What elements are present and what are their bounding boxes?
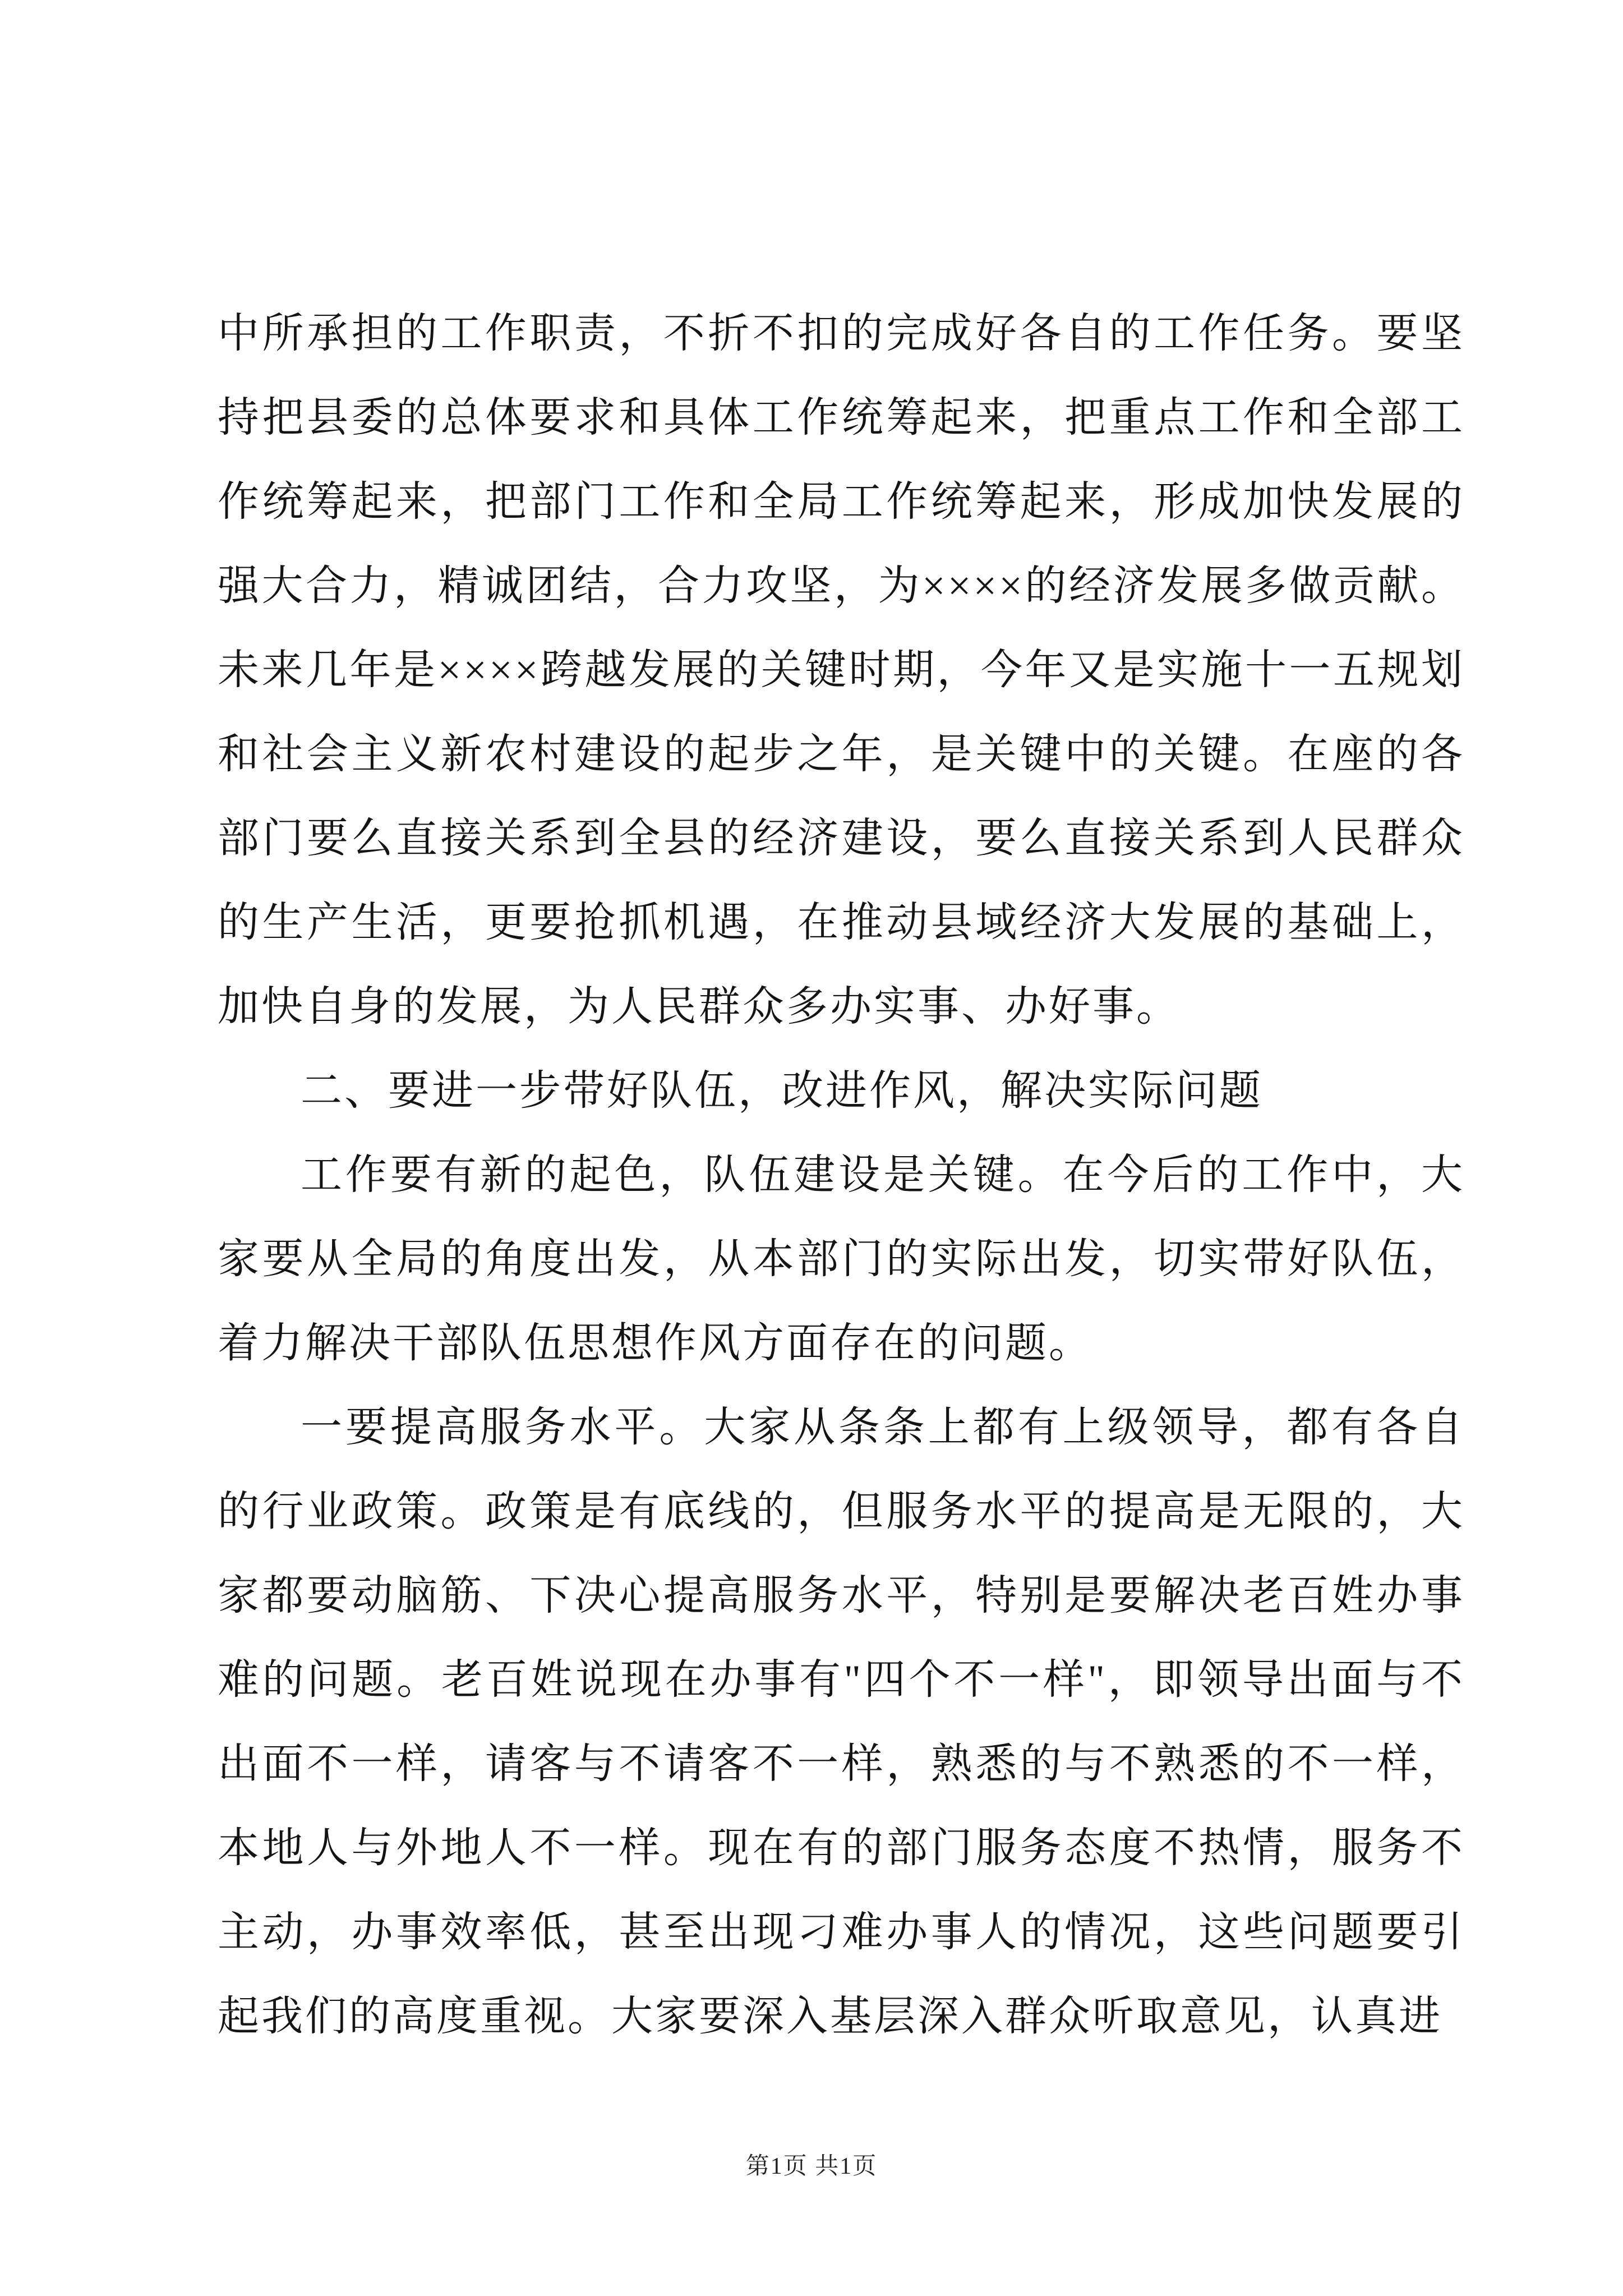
paragraph: 中所承担的工作职责，不折不扣的完成好各自的工作任务。要坚持把县委的总体要求和具体工作统筹起来，把重点工作和全部工作统筹起来，把部门工作和全局工作统筹起来，形成加快发展的强大合力，精诚团结，合力攻坚，为××××的经济发展多做贡献。未来几年是××××跨越发展的关键时期，今年又是实施十一五规划和社会主义新农村建设的起步之年，是关键中的关键。在座的各部门要么直接关系到全县的经济建设，要么直接关系到人民群众的生产生活，更要抢抓机遇，在推动县域经济大发展的基础上，加快自身的发展，为人民群众多办实事、办好事。 — [218, 311, 1465, 1030]
section-heading: 二、要进一步带好队伍，改进作风，解决实际问题 — [301, 1068, 1263, 1114]
paragraph: 工作要有新的起色，队伍建设是关键。在今后的工作中，大家要从全局的角度出发，从本部门的实际出发，切实带好队伍，着力解决干部队伍思想作风方面存在的问题。 — [218, 1152, 1465, 1366]
paragraph: 一要提高服务水平。大家从条条上都有上级领导，都有各自的行业政策。政策是有底线的，但服务水平的提高是无限的，大家都要动脑筋、下决心提高服务水平，特别是要解决老百姓办事难的问题。老百姓说现在办事有"四个不一样"，即领导出面与不出面不一样，请客与不请客不一样，熟悉的与不熟悉的不一样，本地人与外地人不一样。现在有的部门服务态度不热情，服务不主动，办事效率低，甚至出现刁难办事人的情况，这些问题要引起我们的高度重视。大家要深入基层深入群众听取意见，认真进 — [218, 1405, 1465, 2040]
document-body-text — [218, 292, 1465, 2059]
page-footer: 第1页 共1页 — [745, 2154, 878, 2179]
